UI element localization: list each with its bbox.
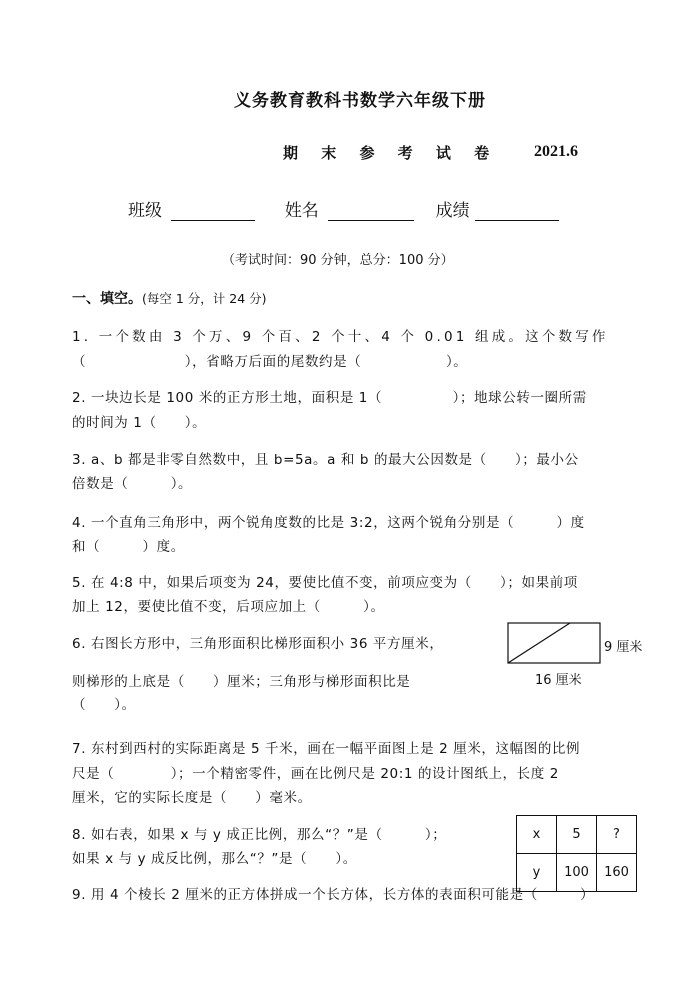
score-blank[interactable] — [475, 202, 559, 221]
score-label: 成绩 — [435, 201, 470, 221]
table-cell: y — [517, 854, 557, 892]
rectangle-diagonal — [508, 623, 570, 663]
table-cell: 5 — [557, 816, 597, 854]
q2-line1: 2. 一块边长是 100 米的正方形土地，面积是 1（ ）；地球公转一圈所需 — [72, 390, 587, 406]
q6-line2: 则梯形的上底是（ ）厘米；三角形与梯形面积比是 — [72, 674, 411, 690]
q1-line2: （ ），省略万后面的尾数约是（ ）。 — [72, 354, 468, 370]
q7-line1: 7. 东村到西村的实际距离是 5 千米，画在一幅平面图上是 2 厘米，这幅图的比例 — [72, 741, 581, 757]
q8-line1: 8. 如右表，如果 x 与 y 成正比例，那么“？”是（ ）； — [72, 827, 447, 843]
table-cell: x — [517, 816, 557, 854]
q3-line1: 3. a、b 都是非零自然数中，且 b=5a。a 和 b 的最大公因数是（ ）；最小公 — [72, 452, 579, 468]
section-heading — [72, 288, 267, 308]
class-label: 班级 — [128, 201, 162, 221]
xy-table — [516, 815, 637, 892]
fig-width-label: 16 厘米 — [535, 673, 582, 688]
q4-line2: 和（ ）度。 — [72, 539, 185, 555]
q1-line1: 1. 一个数由 3 个万、9 个百、2 个十、4 个 0.01 组成。这个数写作 — [72, 329, 609, 345]
exam-subtitle: 期 末 参 考 试 卷 — [283, 144, 499, 162]
q5-line1: 5. 在 4:8 中，如果后项变为 24，要使比值不变，前项应变为（ ）；如果前项 — [72, 575, 578, 591]
q7-line2: 尺是（ ）；一个精密零件，画在比例尺是 20:1 的设计图纸上，长度 2 — [72, 766, 559, 782]
q6-line3: （ ）。 — [72, 697, 136, 713]
page-title: 义务教育教科书数学六年级下册 — [234, 91, 486, 111]
name-blank[interactable] — [328, 202, 414, 221]
q4-line1: 4. 一个直角三角形中，两个锐角度数的比是 3:2，这两个锐角分别是（ ）度 — [72, 515, 585, 531]
fig-height-label: 9 厘米 — [604, 640, 643, 655]
q3-line2: 倍数是（ ）。 — [72, 476, 193, 492]
q7-line3: 厘米，它的实际长度是（ ）毫米。 — [72, 790, 312, 806]
rectangle-outline — [508, 623, 600, 663]
name-label: 姓名 — [284, 201, 319, 221]
class-blank[interactable] — [171, 202, 255, 221]
q9-line1: 9. 用 4 个棱长 2 厘米的正方体拼成一个长方体，长方体的表面积可能是（ ） — [72, 887, 595, 903]
exam-date: 2021.6 — [534, 143, 578, 160]
q8-line2: 如果 x 与 y 成反比例，那么“？”是（ ）。 — [72, 851, 357, 867]
table-cell: 100 — [557, 854, 597, 892]
section-title: 一、填空。 — [72, 291, 142, 307]
table-cell: 160 — [597, 854, 637, 892]
table-row-x — [517, 816, 637, 854]
q2-line2: 的时间为 1（ ）。 — [72, 415, 207, 431]
q5-line2: 加上 12，要使比值不变，后项应加上（ ）。 — [72, 599, 385, 615]
student-info-row — [128, 196, 559, 221]
table-cell: ? — [597, 816, 637, 854]
exam-note: （考试时间：90 分钟，总分：100 分） — [222, 253, 454, 268]
section-note: (每空 1 分，计 24 分) — [142, 291, 267, 306]
q6-line1: 6. 右图长方形中，三角形面积比梯形面积小 36 平方厘米， — [72, 636, 444, 652]
rectangle-figure — [507, 622, 603, 666]
